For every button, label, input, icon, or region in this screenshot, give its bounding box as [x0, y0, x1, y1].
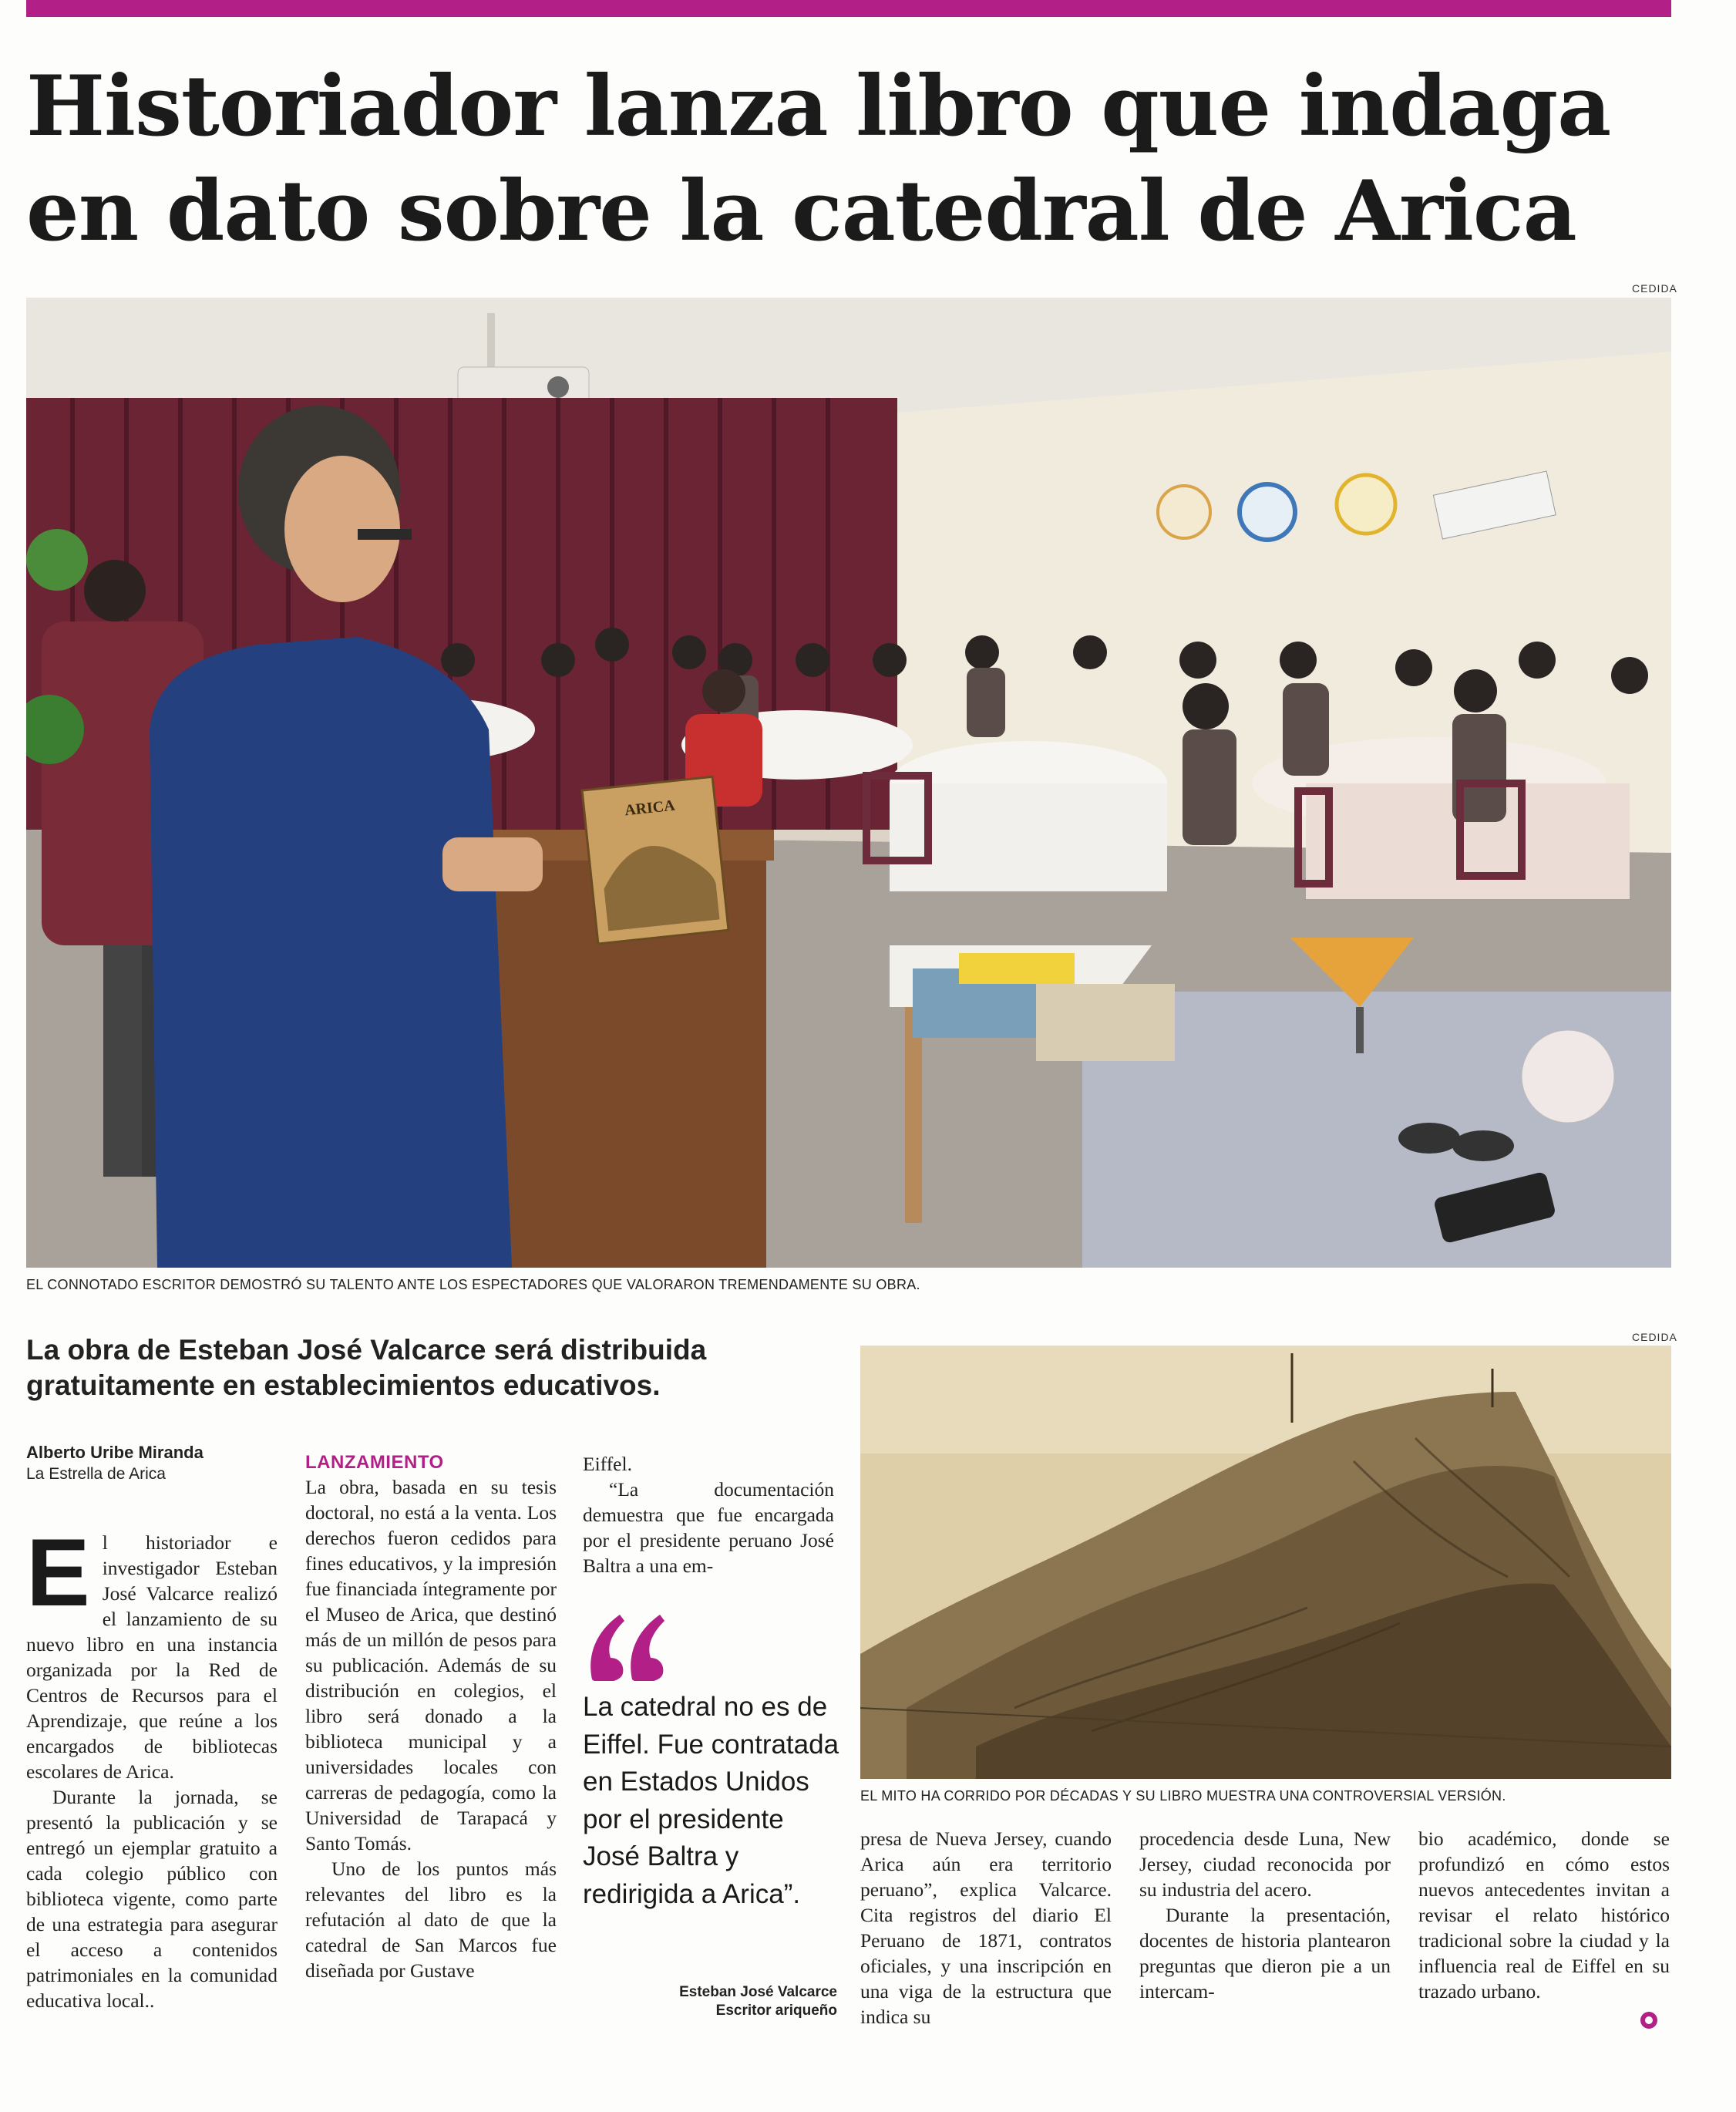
paragraph: “La documentación demuestra que fue encargada por el presidente peruano José Baltra a una em-: [583, 1478, 834, 1577]
quote-mark-icon: [586, 1612, 671, 1681]
event-photo: [26, 298, 1671, 1268]
byline-author: Alberto Uribe Miranda: [26, 1443, 204, 1462]
section-subhead: LANZAMIENTO: [305, 1452, 444, 1473]
photo-caption: EL CONNOTADO ESCRITOR DEMOSTRÓ SU TALENTO ANTE LOS ESPECTADORES QUE VALORARON TREMENDAMENTE SU OBRA.: [26, 1277, 920, 1292]
photo-caption-2: EL MITO HA CORRIDO POR DÉCADAS Y SU LIBRO MUESTRA UNA CONTROVERSIAL VERSIÓN.: [860, 1788, 1506, 1804]
photo-credit-2: CEDIDA: [1632, 1331, 1677, 1343]
paragraph: Durante la jornada, se presentó la publicación y se entregó un ejemplar gratuito a cada colegio público con biblioteca vigente, como parte de una estrategia para asegurar el acceso a contenidos patrimoniales en la comunidad educativa local..: [26, 1786, 278, 2012]
article-column-6: [1418, 1826, 1670, 2004]
byline-publication: La Estrella de Arica: [26, 1465, 166, 1483]
headline-line-2: en dato sobre la catedral de Arica: [26, 163, 1576, 260]
article-column-1: [26, 1520, 278, 2013]
pull-quote-role: Escritor ariqueño: [715, 2003, 837, 2019]
historic-illustration: [860, 1346, 1671, 1779]
article-column-3: [583, 1451, 834, 1578]
paragraph: procedencia desde Luna, New Jersey, ciudad reconocida por su industria del acero.: [1139, 1827, 1391, 1901]
section-bar: [26, 0, 1671, 17]
pull-quote-author: Esteban José Valcarce: [679, 1984, 837, 2000]
paragraph: Durante la presentación, docentes de historia plantearon preguntas que dieron pie a un intercam-: [1139, 1904, 1391, 2003]
paragraph: bio académico, donde se profundizó en cómo estos nuevos antecedentes invitan a revisar el relato histórico tradicional sobre la ciudad y la influencia real de Eiffel en su trazado urbano.: [1418, 1827, 1670, 2003]
paragraph: Eiffel.: [583, 1453, 632, 1475]
article-column-4: [860, 1826, 1112, 2029]
paragraph: Uno de los puntos más relevantes del libro es la refutación al dato de que la catedral de San Marcos fue diseñada por Gustave: [305, 1858, 557, 1982]
pull-quote-attribution: [583, 1983, 837, 2020]
article-dek: La obra de Esteban José Valcarce será distribuida gratuitamente en establecimientos educativos.: [26, 1334, 707, 1401]
book-cover-title: ARICA: [624, 797, 676, 820]
end-of-article-icon: [1640, 2012, 1657, 2029]
drop-cap: E: [26, 1520, 90, 1626]
photo-credit: CEDIDA: [1632, 282, 1677, 295]
paragraph: presa de Nueva Jersey, cuando Arica aún era territorio peruano”, explica Valcarce. Cita registros del diario El Peruano de 1871, contratos oficiales, y una inscripción en una viga de la estructura que indica su: [860, 1827, 1112, 2028]
headline-line-1: Historiador lanza libro que indaga: [26, 58, 1611, 155]
paragraph: l historiador e investigador Esteban José Valcarce realizó el lanzamiento de su nuevo libro en una instancia organizada por la Red de Centros de Recursos para el Aprendizaje, que reúne a los encargados de bibliotecas escolares de Arica.: [26, 1531, 278, 1783]
paragraph: La obra, basada en su tesis doctoral, no está a la venta. Los derechos fueron cedidos para fines educativos, y la impresión fue financiada íntegramente por el Museo de Arica, que destinó más de un millón de pesos para su publicación. Además de su distribución en colegios, el libro será donado a la biblioteca municipal y a universidades locales con carreras de pedagogía, como la Universidad de Tarapacá y Santo Tomás.: [305, 1476, 557, 1854]
pull-quote: La catedral no es de Eiffel. Fue contratada en Estados Unidos por el presidente José Baltra y redirigida a Arica”.: [583, 1692, 839, 1909]
headline: [26, 54, 1671, 264]
article-column-5: [1139, 1826, 1391, 2004]
article-column-2: [305, 1451, 557, 1983]
